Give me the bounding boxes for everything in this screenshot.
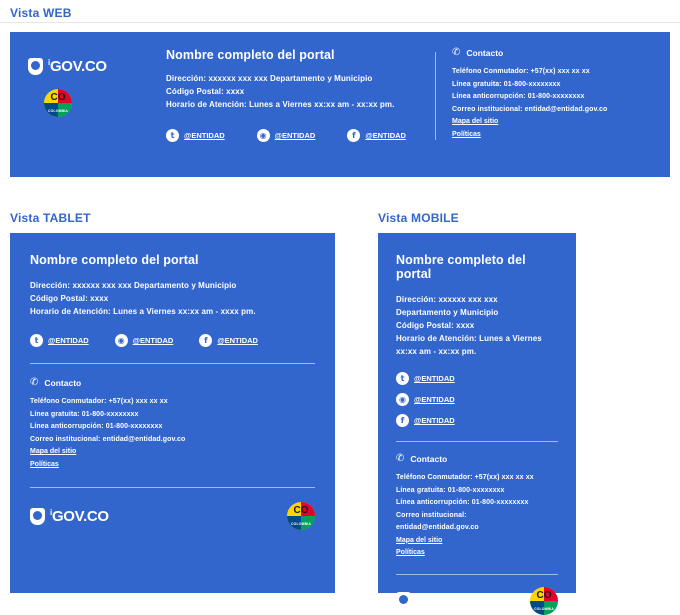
contact-linea-anticorrupcion-tablet: Línea anticorrupción: 01-800-xxxxxxxx bbox=[30, 423, 163, 430]
co-label-mobile: CO bbox=[536, 589, 552, 601]
facebook-handle-mobile: @ENTIDAD bbox=[414, 416, 455, 425]
co-sublabel-tablet: COLOMBIA bbox=[290, 522, 312, 526]
divider-top bbox=[0, 22, 680, 23]
postal-line-tablet: Código Postal: xxxx bbox=[30, 294, 109, 303]
govco-logo-mobile[interactable] bbox=[396, 592, 475, 609]
contact-linea-gratuita-mobile: Línea gratuita: 01-800-xxxxxxxx bbox=[396, 486, 505, 494]
contact-correo: Correo institucional: entidad@entidad.gov.co bbox=[452, 105, 608, 113]
postal-line: Código Postal: xxxx bbox=[166, 87, 245, 96]
link-mapa-del-sitio[interactable]: Mapa del sitio bbox=[452, 118, 499, 125]
social-column-mobile bbox=[396, 372, 558, 427]
instagram-icon: ◉ bbox=[396, 393, 409, 406]
footer-tablet bbox=[10, 233, 335, 593]
portal-title: Nombre completo del portal bbox=[166, 48, 335, 62]
divider-tablet-2 bbox=[30, 487, 315, 488]
instagram-handle-mobile: @ENTIDAD bbox=[414, 395, 455, 404]
govco-wordmark-mobile bbox=[416, 592, 475, 609]
link-politicas[interactable]: Políticas bbox=[452, 130, 481, 138]
social-link-instagram-mobile[interactable] bbox=[396, 393, 558, 406]
govco-sup: i bbox=[48, 58, 50, 67]
brand-row-tablet bbox=[30, 502, 315, 530]
govco-shield-icon bbox=[396, 592, 411, 609]
contacto-title-tablet: Contacto bbox=[44, 378, 82, 388]
phone-icon: ✆ bbox=[452, 47, 461, 58]
address-line2-mobile: Departamento y Municipio bbox=[396, 308, 499, 317]
instagram-handle-tablet: @ENTIDAD bbox=[132, 336, 174, 345]
postal-line-mobile: Código Postal: xxxx bbox=[396, 321, 475, 330]
portal-title-tablet: Nombre completo del portal bbox=[30, 253, 199, 267]
contact-conmutador-mobile: Teléfono Conmutador: +57(xx) xxx xx xx bbox=[396, 474, 534, 481]
address-line: Dirección: xxxxxx xxx xxx Departamento y Municipio bbox=[166, 74, 373, 83]
govco-wordmark bbox=[48, 58, 107, 75]
twitter-handle-tablet: @ENTIDAD bbox=[48, 336, 89, 345]
schedule-line: Horario de Atención: Lunes a Viernes xx:xx am - xx:xx pm. bbox=[166, 100, 395, 109]
schedule-line-tablet: Horario de Atención: Lunes a Viernes xx:xx am - xxxx pm. bbox=[30, 307, 256, 316]
contact-linea-anticorrupcion: Línea anticorrupción: 01-800-xxxxxxxx bbox=[452, 93, 585, 100]
view-label-web: Vista WEB bbox=[10, 6, 72, 20]
co-label: CO bbox=[50, 92, 66, 103]
link-mapa-del-sitio-mobile[interactable]: Mapa del sitio bbox=[396, 536, 443, 544]
instagram-handle: @ENTIDAD bbox=[274, 131, 316, 140]
divider-mobile-1 bbox=[396, 441, 558, 442]
facebook-icon: f bbox=[347, 129, 360, 142]
contacto-title: Contacto bbox=[466, 48, 504, 58]
facebook-icon: f bbox=[396, 414, 409, 427]
info-column-web bbox=[146, 48, 435, 161]
co-sublabel: COLOMBIA bbox=[47, 109, 69, 113]
contact-linea-gratuita-tablet: Línea gratuita: 01-800-xxxxxxxx bbox=[30, 410, 139, 418]
portal-title-mobile: Nombre completo del portal bbox=[396, 253, 526, 281]
govco-sup-tablet: i bbox=[50, 507, 52, 517]
social-link-twitter-mobile[interactable] bbox=[396, 372, 558, 385]
social-link-twitter-tablet[interactable] bbox=[30, 334, 89, 347]
contact-conmutador: Teléfono Conmutador: +57(xx) xxx xx xx bbox=[452, 68, 590, 75]
twitter-icon: t bbox=[396, 372, 409, 385]
govco-name-tablet: GOV.CO bbox=[51, 507, 109, 525]
govco-logo[interactable] bbox=[28, 58, 146, 75]
twitter-handle: @ENTIDAD bbox=[184, 131, 225, 140]
contact-column-web bbox=[436, 48, 652, 161]
link-mapa-del-sitio-tablet[interactable]: Mapa del sitio bbox=[30, 448, 77, 455]
govco-name-mobile: GOV.CO bbox=[417, 592, 475, 609]
contact-correo-tablet: Correo institucional: entidad@entidad.gov.co bbox=[30, 435, 186, 443]
instagram-icon: ◉ bbox=[115, 334, 128, 347]
facebook-handle-tablet: @ENTIDAD bbox=[217, 336, 258, 345]
twitter-icon: t bbox=[166, 129, 179, 142]
schedule-line1-mobile: Horario de Atención: Lunes a Viernes bbox=[396, 334, 542, 343]
facebook-handle: @ENTIDAD bbox=[365, 131, 406, 140]
divider-tablet-1 bbox=[30, 363, 315, 364]
link-politicas-tablet[interactable]: Políticas bbox=[30, 460, 59, 468]
govco-sup-mobile: i bbox=[416, 592, 418, 601]
colombia-co-logo-tablet bbox=[287, 502, 315, 530]
contact-linea-gratuita: Línea gratuita: 01-800-xxxxxxxx bbox=[452, 80, 561, 88]
footer-mobile bbox=[378, 233, 576, 611]
co-sublabel-mobile: COLOMBIA bbox=[533, 606, 555, 611]
contacto-heading bbox=[452, 48, 652, 58]
contact-correo-value-mobile: entidad@entidad.gov.co bbox=[396, 524, 479, 531]
contacto-heading-mobile bbox=[396, 454, 558, 464]
social-link-instagram[interactable] bbox=[257, 129, 316, 142]
contact-linea-anticorrupcion-mobile: Línea anticorrupción: 01-800-xxxxxxxx bbox=[396, 499, 529, 506]
brand-row-mobile bbox=[396, 587, 558, 615]
social-link-instagram-tablet[interactable] bbox=[115, 334, 174, 347]
brand-column-web bbox=[28, 48, 146, 161]
phone-icon: ✆ bbox=[30, 377, 39, 388]
govco-shield-icon bbox=[30, 508, 45, 525]
contact-correo-label-mobile: Correo institucional: bbox=[396, 511, 467, 519]
contacto-heading-tablet bbox=[30, 378, 315, 388]
colombia-co-logo-mobile bbox=[530, 587, 558, 615]
social-link-facebook-tablet[interactable] bbox=[199, 334, 258, 347]
link-politicas-mobile[interactable]: Políticas bbox=[396, 549, 425, 556]
govco-wordmark-tablet bbox=[50, 508, 109, 525]
social-row-web bbox=[166, 129, 421, 142]
instagram-icon: ◉ bbox=[257, 129, 270, 142]
twitter-icon: t bbox=[30, 334, 43, 347]
co-label-tablet: CO bbox=[293, 505, 309, 516]
view-label-mobile: Vista MOBILE bbox=[378, 211, 459, 225]
govco-logo-tablet[interactable] bbox=[30, 508, 109, 525]
address-line1-mobile: Dirección: xxxxxx xxx xxx bbox=[396, 295, 498, 304]
social-link-facebook-mobile[interactable] bbox=[396, 414, 558, 427]
social-row-tablet bbox=[30, 334, 315, 347]
social-link-facebook[interactable] bbox=[347, 129, 406, 142]
divider-mobile-2 bbox=[396, 574, 558, 575]
phone-icon: ✆ bbox=[396, 453, 405, 464]
colombia-co-logo bbox=[44, 89, 72, 117]
govco-name: GOV.CO bbox=[49, 58, 107, 75]
twitter-handle-mobile: @ENTIDAD bbox=[414, 374, 455, 383]
govco-shield-icon bbox=[28, 58, 43, 75]
schedule-line2-mobile: xx:xx am - xx:xx pm. bbox=[396, 347, 477, 356]
contact-conmutador-tablet: Teléfono Conmutador: +57(xx) xxx xx xx bbox=[30, 398, 168, 405]
address-line-tablet: Dirección: xxxxxx xxx xxx Departamento y Municipio bbox=[30, 281, 237, 290]
footer-web bbox=[10, 32, 670, 177]
view-label-tablet: Vista TABLET bbox=[10, 211, 91, 225]
contacto-title-mobile: Contacto bbox=[410, 454, 448, 464]
social-link-twitter[interactable] bbox=[166, 129, 225, 142]
facebook-icon: f bbox=[199, 334, 212, 347]
